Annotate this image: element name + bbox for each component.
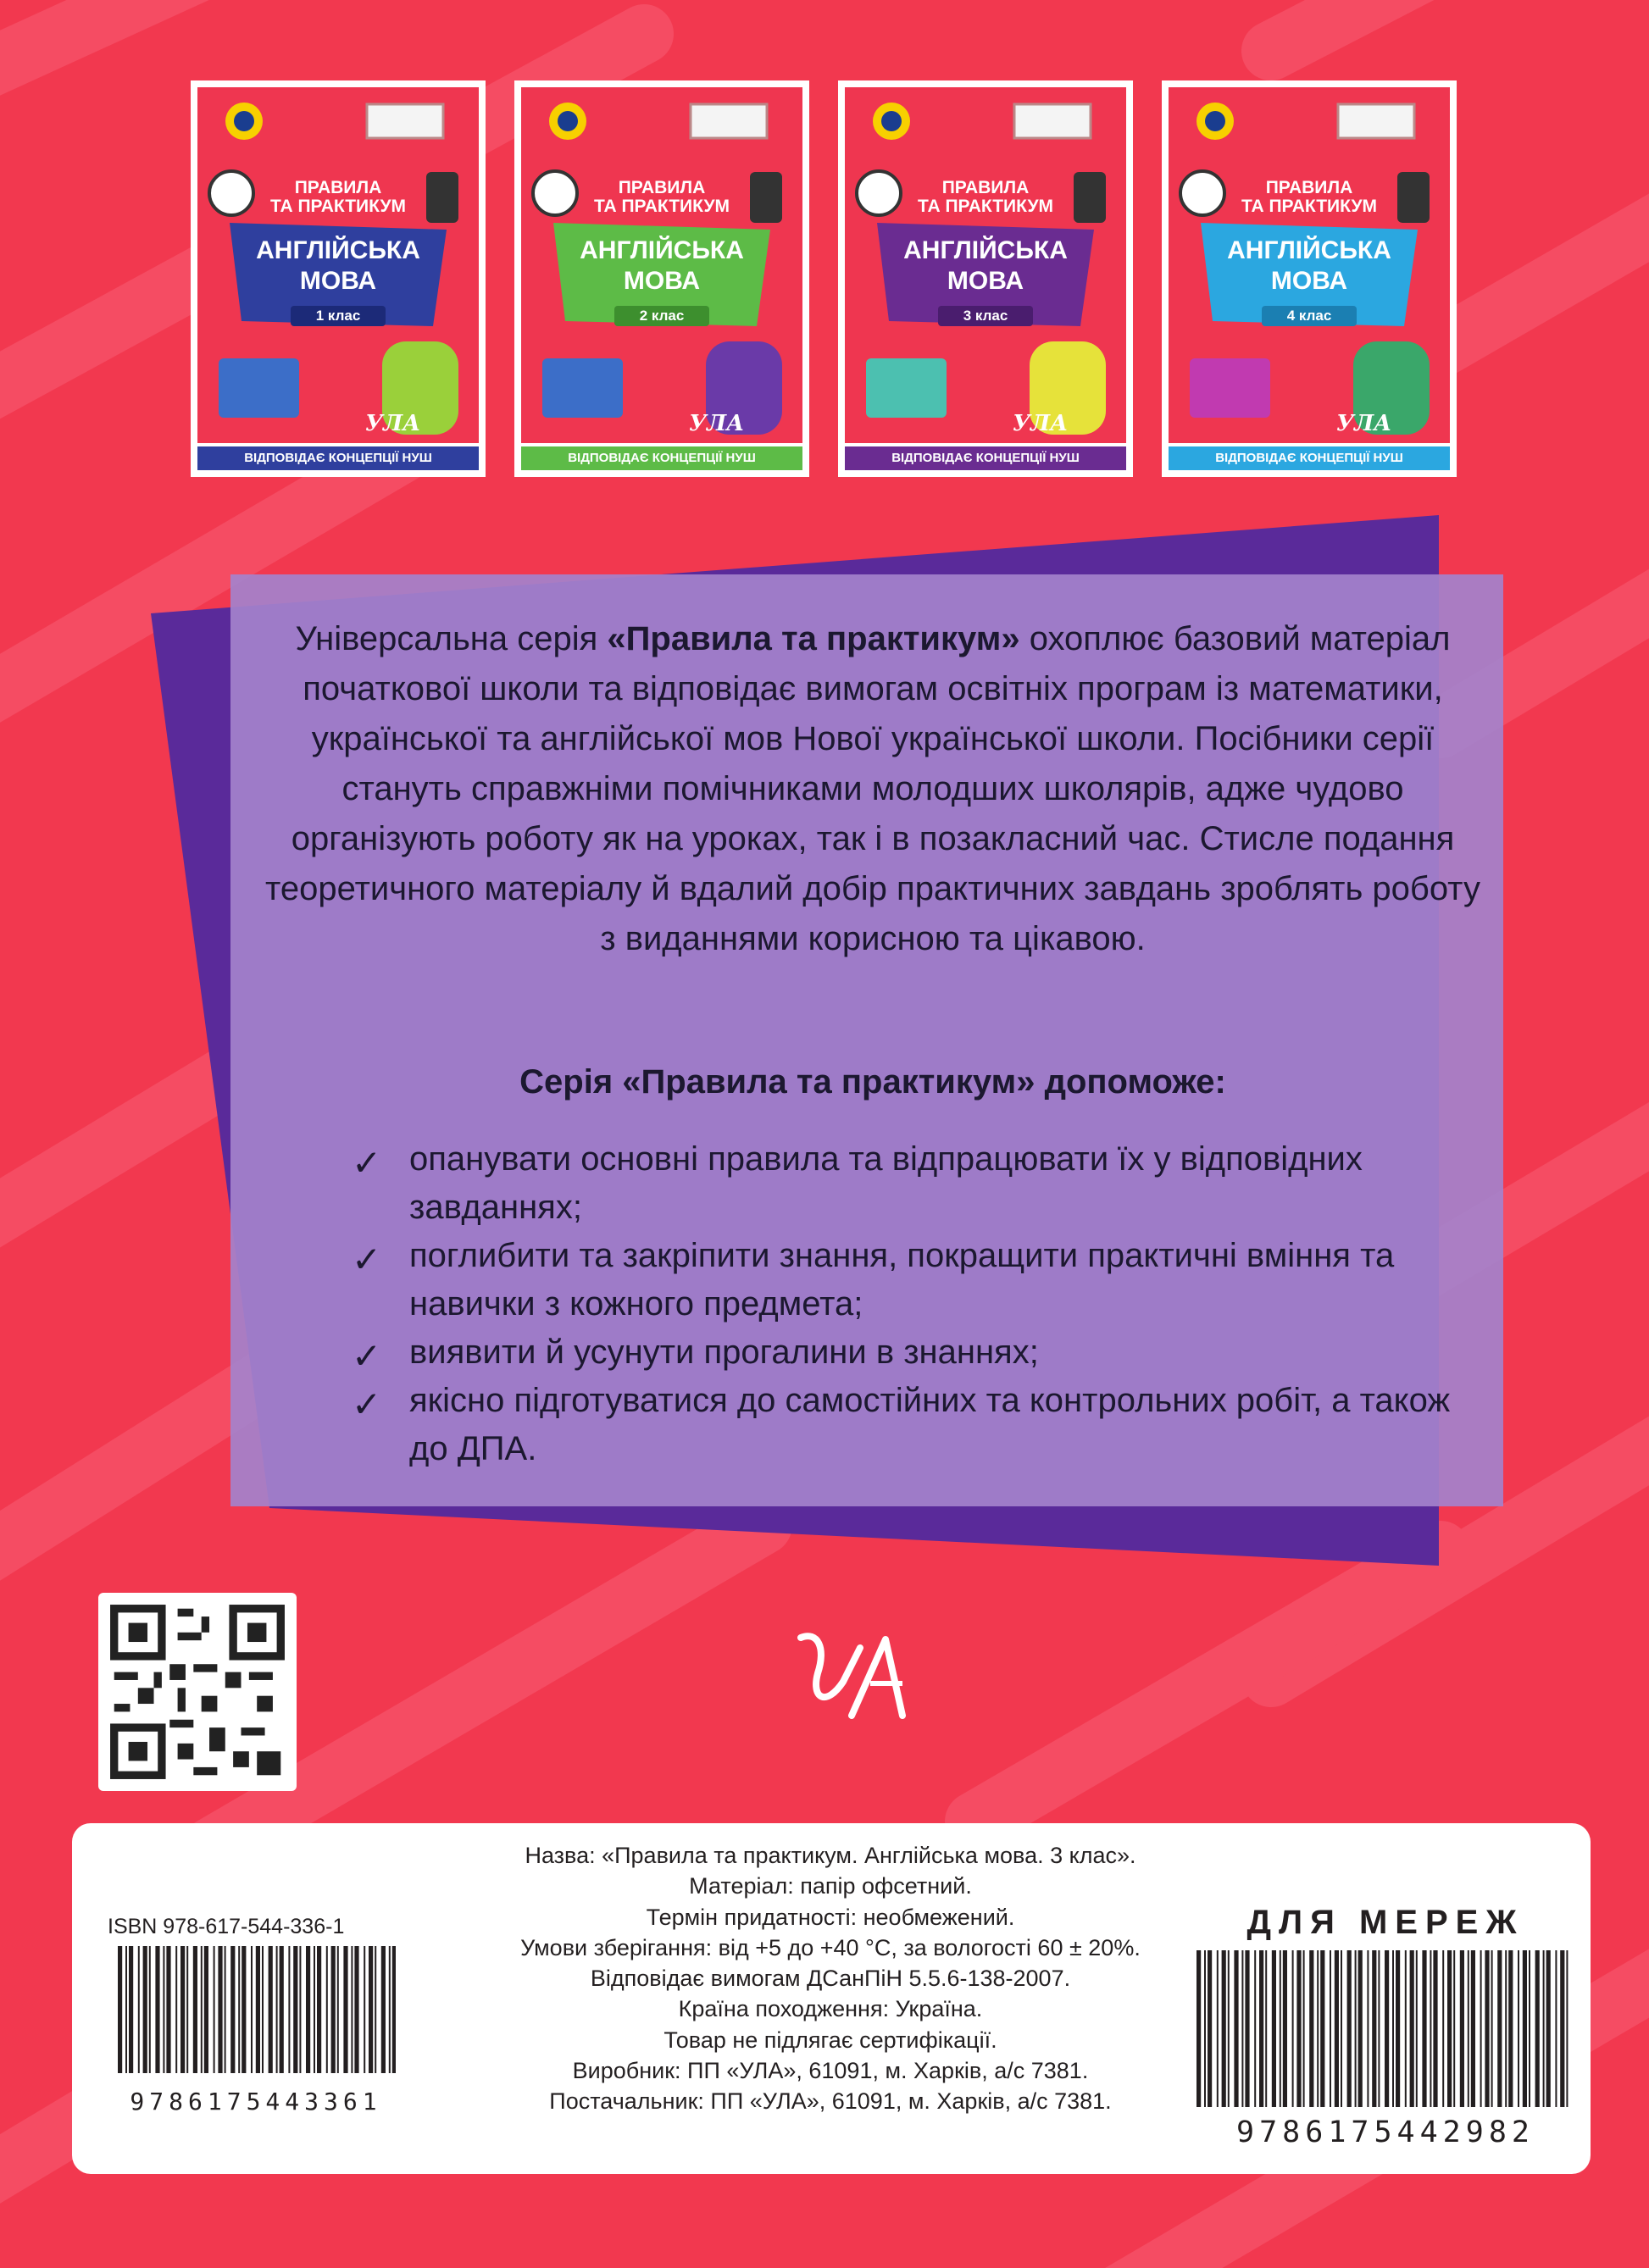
cover-footer: ВІДПОВІДАЄ КОНЦЕПЦІЇ НУШ <box>197 446 479 470</box>
benefits-heading: Серія «Правила та практикум» допоможе: <box>519 1063 1226 1101</box>
grade-badge: 2 клас <box>614 306 709 326</box>
barcode-title: ДЛЯ МЕРЕЖ <box>1246 1904 1524 1941</box>
detail-storage: Умови зберігання: від +5 до +40 °C, за вологості 60 ± 20%. <box>520 1934 1141 1960</box>
series-description: Універсальна серія «Правила та практикум» охоплює базовий матеріал початкової школи та відповідає вимогам освітніх програм із математики, української та англійської мов Нової української школи. Посібники серії стануть справжніми помічниками молодших школярів, адже чудово організують роботу як на уроках, так і в позакласний час. Стисле подання теоретичного матеріалу й вдалий добір практичних завдань зроблять роботу з виданнями корисною та цікавою. <box>265 620 1480 957</box>
barcode-icon <box>1195 1950 1576 2111</box>
list-item: ✓ поглибити та закріпити знання, покращити практичні вміння та навички з кожного предмета; <box>352 1237 1395 1323</box>
series-title: ПРАВИЛА ТА ПРАКТИКУМ <box>269 178 407 216</box>
check-icon: ✓ <box>352 1239 382 1279</box>
barcode-digits: 9786175442982 <box>1236 2116 1535 2149</box>
qr-code-icon[interactable] <box>98 1593 297 1791</box>
list-item: ✓ якісно підготуватися до самостійних та контрольних робіт, а також до ДПА. <box>352 1382 1451 1467</box>
series-name: «Правила та практикум» <box>607 620 1020 657</box>
check-icon: ✓ <box>352 1336 382 1376</box>
subject-title: АНГЛІЙСЬКА МОВА <box>903 236 1068 295</box>
publisher-logo: УЛА <box>1336 411 1392 436</box>
subject-title: АНГЛІЙСЬКА МОВА <box>1227 236 1391 295</box>
series-title: ПРАВИЛА ТА ПРАКТИКУМ <box>593 178 730 216</box>
cover-footer: ВІДПОВІДАЄ КОНЦЕПЦІЇ НУШ <box>845 446 1126 470</box>
qr-code-pattern <box>98 1593 297 1791</box>
detail-certification: Товар не підлягає сертифікації. <box>663 2027 997 2053</box>
detail-standard: Відповідає вимогам ДСанПіН 5.5.6-138-2007. <box>590 1966 1071 1992</box>
publisher-logo: УЛА <box>365 411 421 436</box>
detail-shelf-life: Термін придатності: необмежений. <box>646 1904 1015 1930</box>
cover-footer: ВІДПОВІДАЄ КОНЦЕПЦІЇ НУШ <box>521 446 802 470</box>
publisher-logo <box>767 1622 936 1741</box>
product-details <box>386 1840 1275 2117</box>
benefits-list <box>352 1135 1453 1473</box>
detail-material: Матеріал: папір офсетний. <box>689 1873 972 1899</box>
grade-badge: 4 клас <box>1262 306 1357 326</box>
detail-supplier: Постачальник: ПП «УЛА», 61091, м. Харків, а/с 7381. <box>549 2088 1112 2115</box>
isbn-label: ISBN 978-617-544-336-1 <box>108 1915 345 1938</box>
publisher-logo: УЛА <box>1013 411 1069 436</box>
publisher-logo: УЛА <box>689 411 745 436</box>
grade-badge: 1 клас <box>291 306 386 326</box>
product-info-panel <box>72 1823 1591 2174</box>
detail-country: Країна походження: Україна. <box>678 1996 983 2022</box>
isbn-barcode <box>116 1946 396 2116</box>
grade-badge: 3 клас <box>938 306 1033 326</box>
subject-title: АНГЛІЙСЬКА МОВА <box>256 236 420 295</box>
barcode-icon <box>116 1946 396 2082</box>
publisher-logo-graphic <box>767 1622 936 1741</box>
detail-title: Назва: «Правила та практикум. Англійська мова. 3 клас». <box>525 1843 1136 1868</box>
check-icon: ✓ <box>352 1384 382 1424</box>
detail-manufacturer: Виробник: ПП «УЛА», 61091, м. Харків, а/с 7381. <box>572 2058 1089 2084</box>
list-item: ✓ опанувати основні правила та відпрацювати їх у відповідних завданнях; <box>352 1140 1363 1226</box>
series-title: ПРАВИЛА ТА ПРАКТИКУМ <box>1241 178 1378 216</box>
list-item: ✓ виявити й усунути прогалини в знаннях; <box>352 1328 1453 1377</box>
retail-barcode <box>1195 1904 1576 2149</box>
cover-footer: ВІДПОВІДАЄ КОНЦЕПЦІЇ НУШ <box>1169 446 1450 470</box>
barcode-digits: 9786175443361 <box>130 2088 382 2116</box>
subject-title: АНГЛІЙСЬКА МОВА <box>580 236 744 295</box>
series-title: ПРАВИЛА ТА ПРАКТИКУМ <box>917 178 1054 216</box>
check-icon: ✓ <box>352 1143 382 1183</box>
